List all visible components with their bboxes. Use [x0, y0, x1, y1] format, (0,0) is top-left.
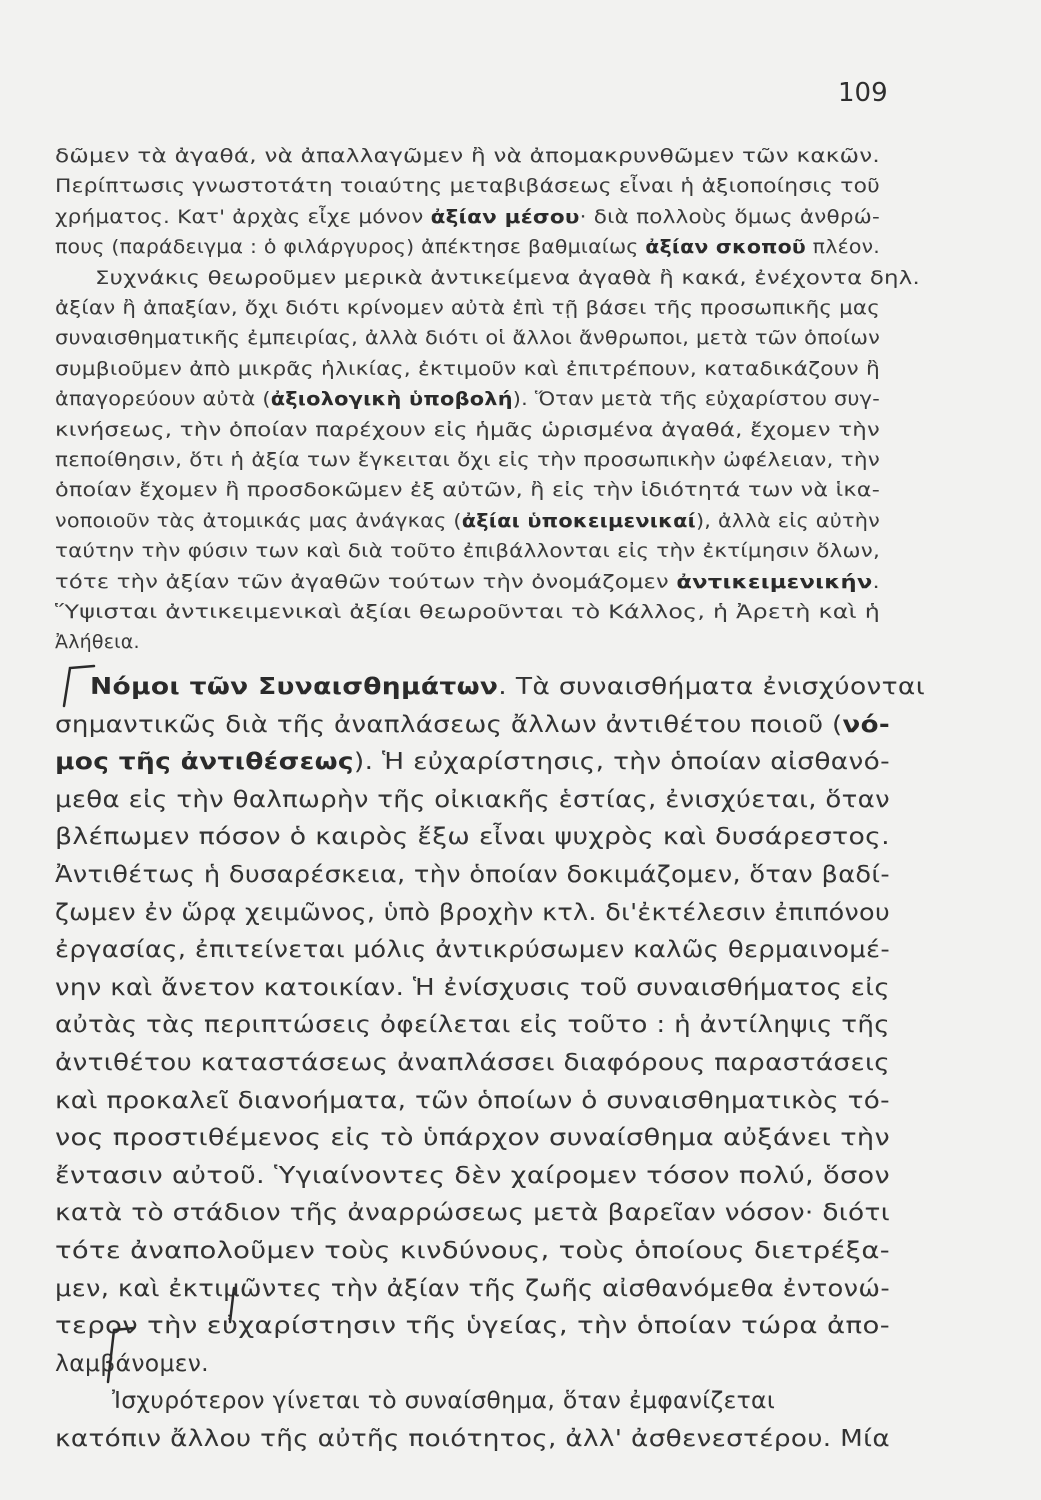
- text-line: [55, 571, 880, 593]
- text-segment: πους (παράδειγμα : ὁ φιλάργυρος) ἀπέκτησε βαθμιαίως: [55, 236, 646, 259]
- text-line: [55, 1123, 890, 1151]
- text-segment: Ἀντιθέτως ἡ δυσαρέσκεια, τὴν ὁποίαν δοκιμάζομεν, ὅταν βαδί-: [55, 860, 890, 888]
- text-segment: ἀπαγορεύουν αὐτὰ (: [55, 388, 271, 411]
- text-segment: νος προστιθέμενος εἰς τὸ ὑπάρχον συναίσθημα αὐξάνει τὴν: [55, 1123, 890, 1152]
- text-segment: Ὕψισται ἀντικειμενικαὶ ἀξίαι θεωροῦνται τὸ Κάλλος, ἡ Ἀρετὴ καὶ ἡ: [55, 601, 880, 623]
- text-segment: ). Ἡ εὐχαρίστησις, τὴν ὁποίαν αἰσθανό-: [353, 747, 891, 776]
- text-segment: λαμβάνομεν.: [55, 1348, 209, 1377]
- text-line: [55, 1010, 890, 1038]
- text-line: [55, 297, 880, 319]
- text-line: [55, 540, 880, 562]
- emphasis-text: ἀξίαν σκοποῦ: [645, 236, 806, 259]
- handwritten-bracket-icon: [58, 662, 98, 712]
- text-segment: ). Ὅταν μετὰ τῆς εὐχαρίστου συγ-: [512, 388, 880, 411]
- text-line: [55, 479, 880, 501]
- text-segment: κινήσεως, τὴν ὁποίαν παρέχουν εἰς ἡμᾶς ὡρισμένα ἀγαθά, ἔχομεν τὴν: [55, 418, 881, 441]
- text-segment: πλέον.: [805, 236, 880, 259]
- emphasis-text: ἀξίαν μέσου: [430, 205, 580, 228]
- text-segment: ζωμεν ἐν ὥρᾳ χειμῶνος, ὑπὸ βροχὴν κτλ. δι'ἐκτέλεσιν ἐπιπόνου: [55, 897, 890, 926]
- text-segment: πεποίθησιν, ὅτι ἡ ἀξία των ἔγκειται ὄχι εἰς τὴν προσωπικὴν ὠφέλειαν, τὴν: [55, 449, 880, 471]
- text-line: [55, 631, 140, 653]
- text-line: [55, 358, 880, 380]
- text-line: [55, 145, 880, 167]
- text-segment: δῶμεν τὰ ἀγαθά, νὰ ἀπαλλαγῶμεν ἢ νὰ ἀπομακρυνθῶμεν τῶν κακῶν.: [55, 145, 880, 167]
- text-line: [55, 860, 890, 888]
- text-segment: ), ἀλλὰ εἰς αὐτὴν: [695, 509, 880, 532]
- text-line: [55, 601, 880, 623]
- text-segment: τότε τὴν ἀξίαν τῶν ἀγαθῶν τούτων τὴν ὀνομάζομεν: [55, 570, 677, 593]
- text-segment: τότε ἀναπολοῦμεν τοὺς κινδύνους, τοὺς ὁποίους διετρέξα-: [55, 1236, 890, 1264]
- text-line: [55, 1424, 890, 1452]
- text-segment: ταύτην τὴν φύσιν των καὶ διὰ τοῦτο ἐπιβάλλονται εἰς τὴν ἐκτίμησιν ὅλων,: [55, 540, 880, 563]
- text-segment: Ἰσχυρότερον γίνεται τὸ συναίσθημα, ὅταν ἐμφανίζεται: [112, 1386, 776, 1415]
- text-line: [55, 747, 890, 775]
- text-line: [55, 973, 890, 1001]
- text-segment: τερον τὴν εὐχαρίστησιν τῆς ὑγείας, τὴν ὁποίαν τώρα ἀπο-: [55, 1311, 890, 1340]
- page-number: 109: [838, 78, 888, 108]
- text-line: [55, 710, 890, 738]
- text-line: [55, 206, 880, 228]
- text-segment: ἐργασίας, ἐπιτείνεται μόλις ἀντικρύσωμεν καλῶς θερμαινομέ-: [55, 935, 891, 964]
- text-line: [55, 236, 880, 258]
- text-line: [55, 175, 880, 197]
- text-line: [90, 672, 925, 700]
- text-segment: βλέπωμεν πόσον ὁ καιρὸς ἔξω εἶναι ψυχρὸς καὶ δυσάρεστος.: [55, 822, 891, 851]
- text-line: [112, 1386, 775, 1414]
- emphasis-text: νό-: [842, 709, 890, 738]
- text-segment: αὐτὰς τὰς περιπτώσεις ὀφείλεται εἰς τοῦτο : ἡ ἀντίληψις τῆς: [55, 1010, 890, 1039]
- text-segment: .: [872, 570, 881, 593]
- text-line: [95, 267, 920, 289]
- text-line: [55, 419, 880, 441]
- text-line: [55, 1274, 890, 1302]
- text-segment: σημαντικῶς διὰ τῆς ἀναπλάσεως ἄλλων ἀντιθέτου ποιοῦ (: [55, 709, 843, 738]
- text-segment: Συχνάκις θεωροῦμεν μερικὰ ἀντικείμενα ἀγαθὰ ἢ κακά, ἐνέχοντα δηλ.: [95, 266, 920, 289]
- text-line: [55, 935, 890, 963]
- emphasis-text: μος τῆς ἀντιθέσεως: [55, 747, 354, 776]
- text-segment: ἔντασιν αὐτοῦ. Ὑγιαίνοντες δὲν χαίρομεν τόσον πολύ, ὅσον: [55, 1160, 890, 1189]
- text-line: [55, 1161, 890, 1189]
- text-line: [55, 822, 890, 850]
- text-line: [55, 327, 880, 349]
- text-segment: καὶ προκαλεῖ διανοήματα, τῶν ὁποίων ὁ συναισθηματικὸς τό-: [55, 1085, 890, 1114]
- emphasis-text: ἀξίαι ὑποκειμενικαί: [461, 509, 696, 532]
- text-segment: μεν, καὶ ἐκτιμῶντες τὴν ἀξίαν τῆς ζωῆς αἰσθανόμεθα ἐντονώ-: [55, 1273, 891, 1302]
- text-segment: κατόπιν ἄλλου τῆς αὐτῆς ποιότητος, ἀλλ' ἀσθενεστέρου. Μία: [55, 1424, 891, 1452]
- text-line: [55, 1236, 890, 1264]
- text-line: [55, 449, 880, 471]
- emphasis-text: ἀντικειμενικήν: [676, 570, 873, 593]
- text-segment: νην καὶ ἄνετον κατοικίαν. Ἡ ἐνίσχυσις τοῦ συναισθήματος εἰς: [55, 972, 890, 1001]
- text-segment: συμβιοῦμεν ἀπὸ μικρᾶς ἡλικίας, ἐκτιμοῦν καὶ ἐπιτρέπουν, καταδικάζουν ἢ: [55, 357, 880, 380]
- text-segment: Περίπτωσις γνωστοτάτη τοιαύτης μεταβιβάσεως εἶναι ἡ ἀξιοποίησις τοῦ: [55, 175, 880, 198]
- text-line: [55, 1048, 890, 1076]
- text-segment: νοποιοῦν τὰς ἀτομικάς μας ἀνάγκας (: [55, 509, 462, 532]
- text-segment: χρήματος. Κατ' ἀρχὰς εἶχε μόνον: [55, 205, 431, 228]
- text-segment: κατὰ τὸ στάδιον τῆς ἀναρρώσεως μετὰ βαρεῖαν νόσον· διότι: [55, 1198, 890, 1227]
- emphasis-text: Νόμοι τῶν Συναισθημάτων: [90, 672, 499, 700]
- emphasis-text: ἀξιολογικὴ ὑποβολή: [270, 388, 513, 411]
- text-line: [55, 1198, 890, 1226]
- handwritten-bracket-icon: [100, 1320, 140, 1390]
- text-segment: μεθα εἰς τὴν θαλπωρὴν τῆς οἰκιακῆς ἑστίας, ἐνισχύεται, ὅταν: [55, 784, 890, 813]
- text-line: [55, 1311, 890, 1339]
- text-segment: συναισθηματικῆς ἐμπειρίας, ἀλλὰ διότι οἱ ἄλλοι ἄνθρωποι, μετὰ τῶν ὁποίων: [55, 327, 880, 350]
- text-segment: ὁποίαν ἔχομεν ἢ προσδοκῶμεν ἐξ αὐτῶν, ἢ εἰς τὴν ἰδιότητά των νὰ ἱκα-: [55, 479, 881, 502]
- text-line: [55, 898, 890, 926]
- text-segment: Ἀλήθεια.: [55, 631, 140, 654]
- handwritten-stroke-icon: [222, 1286, 242, 1326]
- text-line: [55, 510, 880, 532]
- text-segment: ἀξίαν ἢ ἀπαξίαν, ὄχι διότι κρίνομεν αὐτὰ ἐπὶ τῇ βάσει τῆς προσωπικῆς μας: [55, 297, 881, 319]
- text-line: [55, 785, 890, 813]
- text-segment: ἀντιθέτου καταστάσεως ἀναπλάσσει διαφόρους παραστάσεις: [55, 1048, 890, 1076]
- text-segment: . Τὰ συναισθήματα ἐνισχύονται: [498, 672, 925, 700]
- text-line: [55, 1086, 890, 1114]
- text-segment: · διὰ πολλοὺς ὅμως ἀνθρώ-: [579, 205, 880, 228]
- text-line: [55, 388, 880, 410]
